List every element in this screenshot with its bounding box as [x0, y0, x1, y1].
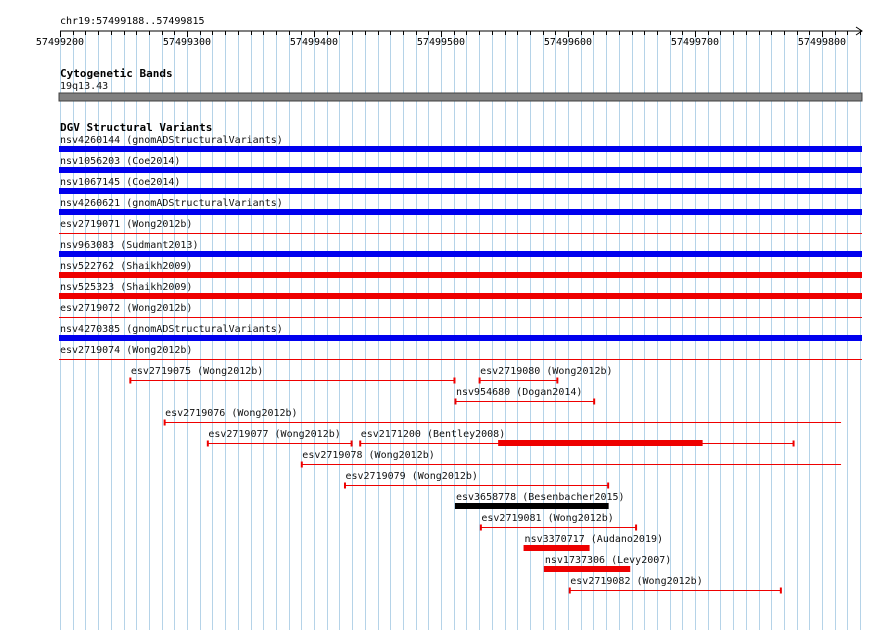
dgv-feature[interactable] [301, 450, 841, 468]
feature-label: esv2719075 (Wong2012b) [130, 366, 264, 377]
cytoband-track-title: Cytogenetic Bands [60, 67, 173, 80]
dgv-feature[interactable] [59, 198, 862, 215]
feature-bar[interactable] [59, 293, 862, 299]
ruler-tick-label: 57499300 [162, 37, 212, 48]
feature-label: nsv1737306 (Levy2007) [544, 555, 672, 566]
dgv-feature[interactable] [344, 471, 608, 489]
feature-label: nsv963083 (Sudmant2013) [60, 240, 199, 251]
feature-label: esv2719079 (Wong2012b) [345, 471, 478, 482]
feature-label: nsv4260621 (gnomADStructuralVariants) [60, 198, 283, 209]
feature-label: nsv4260144 (gnomADStructuralVariants) [60, 135, 283, 146]
dgv-feature[interactable] [455, 387, 595, 405]
feature-bar[interactable] [59, 272, 862, 278]
dgv-feature[interactable] [479, 366, 612, 384]
cytoband-label: 19q13.43 [60, 81, 109, 92]
dgv-feature[interactable] [59, 282, 862, 299]
ruler-tick-label: 57499800 [797, 37, 847, 48]
dgv-feature[interactable] [59, 219, 862, 234]
dgv-feature[interactable] [59, 324, 862, 341]
feature-label: nsv525323 (Shaikh2009) [60, 282, 193, 293]
feature-label: nsv1056203 (Coe2014) [60, 156, 181, 167]
ruler-tick-label: 57499500 [416, 37, 466, 48]
ruler-tick-label: 57499700 [670, 37, 720, 48]
feature-label: esv2719072 (Wong2012b) [60, 303, 193, 314]
dgv-feature[interactable] [59, 303, 862, 318]
dgv-feature[interactable] [130, 366, 455, 384]
feature-label: esv2719080 (Wong2012b) [480, 366, 613, 377]
dgv-feature[interactable] [569, 576, 781, 594]
feature-bar[interactable] [455, 503, 609, 509]
dgv-feature[interactable] [360, 429, 794, 447]
feature-label: esv2719082 (Wong2012b) [570, 576, 703, 587]
position-label: chr19:57499188..57499815 [60, 16, 205, 27]
dgv-feature[interactable] [207, 429, 352, 447]
feature-bar[interactable] [59, 167, 862, 173]
feature-bar[interactable] [59, 146, 862, 152]
feature-label: nsv954680 (Dogan2014) [455, 387, 583, 398]
dgv-feature[interactable] [544, 555, 671, 572]
feature-label: esv2171200 (Bentley2008) [360, 429, 506, 440]
ruler-tick-label: 57499400 [289, 37, 339, 48]
dgv-feature[interactable] [59, 135, 862, 152]
dgv-feature[interactable] [59, 261, 862, 278]
feature-label: nsv1067145 (Coe2014) [60, 177, 181, 188]
cytoband-bar[interactable] [59, 93, 862, 101]
ruler-tick-label: 57499200 [35, 37, 85, 48]
feature-label: nsv522762 (Shaikh2009) [60, 261, 193, 272]
dgv-feature[interactable] [480, 513, 636, 531]
feature-label: nsv4270385 (gnomADStructuralVariants) [60, 324, 283, 335]
feature-bar[interactable] [544, 566, 630, 572]
dgv-feature[interactable] [455, 492, 625, 509]
dgv-track [59, 135, 862, 594]
dgv-feature[interactable] [59, 345, 862, 360]
dgv-feature[interactable] [164, 408, 841, 426]
feature-label: esv2719076 (Wong2012b) [165, 408, 298, 419]
dgv-feature[interactable] [59, 240, 862, 257]
ruler-tick-label: 57499600 [543, 37, 593, 48]
dgv-feature[interactable] [59, 177, 862, 194]
feature-label: esv3658778 (Besenbacher2015) [455, 492, 625, 503]
feature-block[interactable] [498, 440, 702, 446]
feature-bar[interactable] [59, 188, 862, 194]
dgv-track-title: DGV Structural Variants [60, 121, 213, 134]
ruler[interactable] [36, 27, 862, 48]
feature-bar[interactable] [524, 545, 590, 551]
dgv-feature[interactable] [59, 156, 862, 173]
feature-label: esv2719081 (Wong2012b) [481, 513, 614, 524]
feature-label: esv2719071 (Wong2012b) [60, 219, 193, 230]
feature-label: nsv3370717 (Audano2019) [524, 534, 664, 545]
feature-bar[interactable] [59, 335, 862, 341]
feature-label: esv2719078 (Wong2012b) [302, 450, 435, 461]
feature-bar[interactable] [59, 209, 862, 215]
feature-bar[interactable] [59, 251, 862, 257]
feature-label: esv2719074 (Wong2012b) [60, 345, 193, 356]
feature-label: esv2719077 (Wong2012b) [208, 429, 341, 440]
